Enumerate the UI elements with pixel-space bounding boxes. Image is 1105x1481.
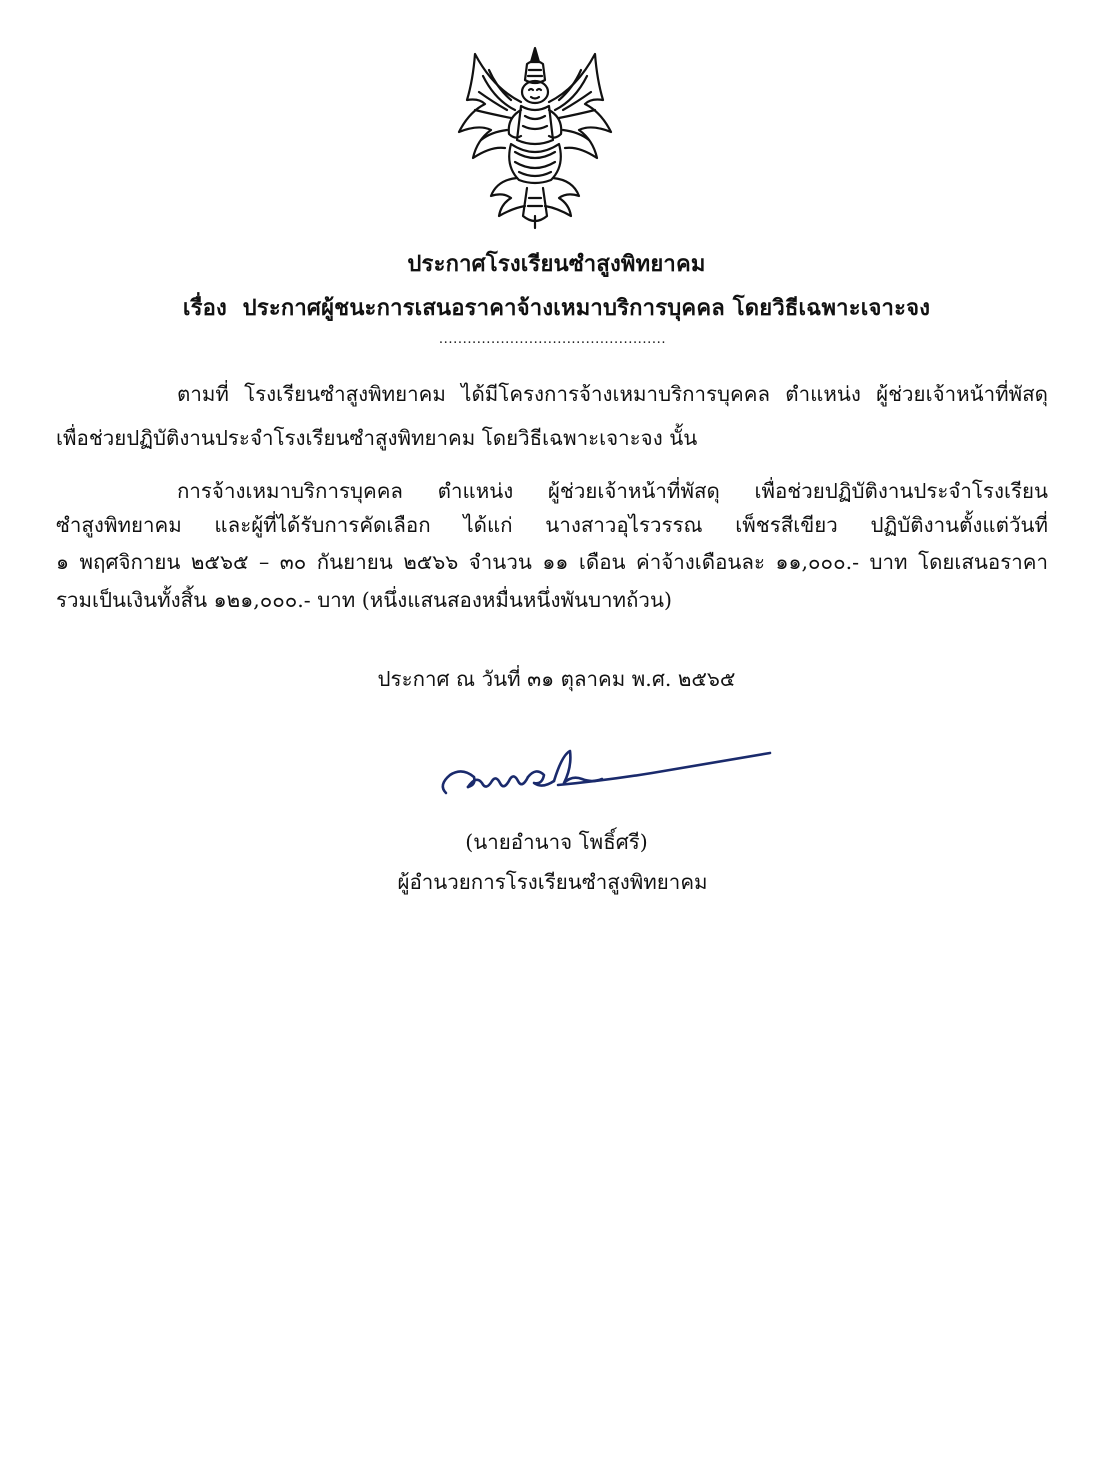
subject-text: ประกาศผู้ชนะการเสนอราคาจ้างเหมาบริการบุคคล โดยวิธีเฉพาะเจาะจง bbox=[242, 295, 931, 321]
announcement-title: ประกาศโรงเรียนซำสูงพิทยาคม bbox=[407, 251, 706, 277]
signatory-position: ผู้อำนวยการโรงเรียนซำสูงพิทยาคม bbox=[397, 870, 708, 894]
paragraph2-line4: รวมเป็นเงินทั้งสิ้น ๑๒๑,๐๐๐.- บาท (หนึ่งแสนสองหมื่นหนึ่งพันบาทถ้วน) bbox=[56, 588, 672, 612]
paragraph2-line2: ซำสูงพิทยาคม และผู้ที่ได้รับการคัดเลือก ได้แก่ นางสาวอุไรวรรณ เพ็ชรสีเขียว ปฏิบัติงานตั้งแต่วันที่ bbox=[56, 513, 1048, 537]
signatory-name: (นายอำนาจ โพธิ์ศรี) bbox=[465, 830, 648, 854]
paragraph2-line3: ๑ พฤศจิกายน ๒๕๖๕ – ๓๐ กันยายน ๒๕๖๖ จำนวน ๑๑ เดือน ค่าจ้างเดือนละ ๑๑,๐๐๐.- บาท โดยเสนอราคา bbox=[56, 550, 1048, 574]
announcement-subject bbox=[4, 290, 1105, 325]
title-divider: ................................................ bbox=[438, 332, 667, 347]
garuda-emblem-icon bbox=[445, 40, 625, 230]
paragraph1-line2: เพื่อช่วยปฏิบัติงานประจำโรงเรียนซำสูงพิทยาคม โดยวิธีเฉพาะเจาะจง นั้น bbox=[56, 426, 698, 450]
handwritten-signature-icon bbox=[432, 745, 777, 805]
announce-date: ประกาศ ณ วันที่ ๓๑ ตุลาคม พ.ศ. ๒๕๖๕ bbox=[377, 667, 736, 691]
subject-label: เรื่อง bbox=[182, 295, 227, 321]
paragraph1-line1: ตามที่ โรงเรียนซำสูงพิทยาคม ได้มีโครงการจ้างเหมาบริการบุคคล ตำแหน่ง ผู้ช่วยเจ้าหน้าที่พัสดุ bbox=[177, 382, 1048, 406]
paragraph2-line1: การจ้างเหมาบริการบุคคล ตำแหน่ง ผู้ช่วยเจ้าหน้าที่พัสดุ เพื่อช่วยปฏิบัติงานประจำโรงเรียน bbox=[177, 479, 1048, 503]
